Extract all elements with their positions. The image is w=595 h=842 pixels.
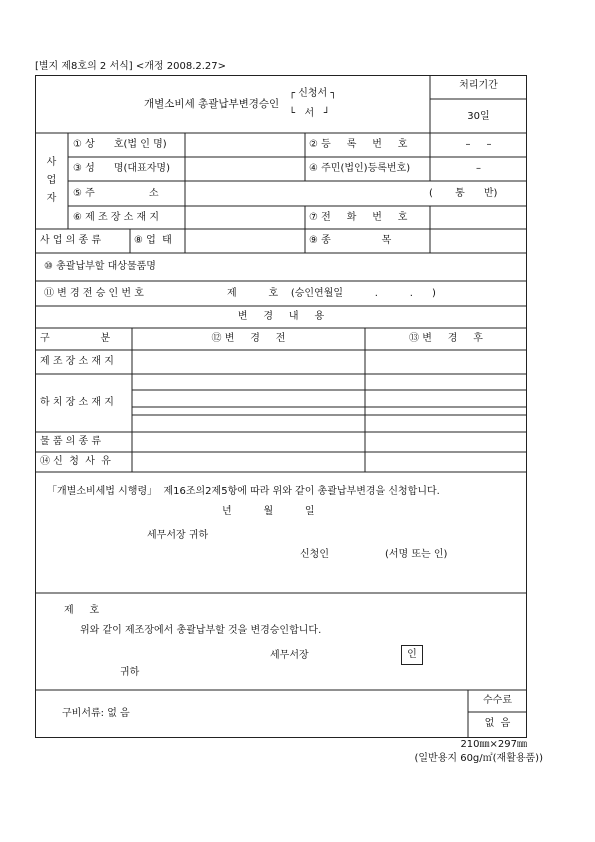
target-goods-label: ⑩ 총괄납부할 대상물품명 — [44, 261, 156, 272]
approval-number: 제 호 — [64, 605, 100, 616]
resident-number-label: ④ 주민(법인)등록번호) — [309, 163, 411, 174]
applicant-section-char-2: 업 — [46, 175, 57, 186]
declaration-date: 년 월 일 — [222, 506, 315, 517]
address-label: ⑤ 주 소 — [73, 188, 159, 199]
signature-or-seal-label: (서명 또는 인) — [385, 549, 448, 560]
declaration-statement: 「개별소비세법 시행령」 제16조의2제5항에 따라 위와 같이 총괄납부변경을 신청합니다. — [47, 486, 440, 497]
registration-number-value: – – — [465, 139, 492, 150]
business-item-label: ⑨ 종 목 — [309, 235, 392, 246]
fee-value: 없 음 — [484, 718, 511, 729]
paper-size-label: 210㎜×297㎜ — [460, 739, 527, 750]
resident-number-value: – — [476, 163, 481, 174]
approval-office: 세무서장 — [270, 650, 309, 661]
prior-approval-number-value: 제 호 (승인연월일 . . ) — [227, 288, 436, 299]
changes-after-header: ⑬ 변 경 후 — [409, 333, 483, 344]
title-option-document: └ 서 ┘ — [289, 108, 330, 119]
paper-spec-label: (일반용지 60g/㎡(재활용품)) — [414, 753, 543, 764]
changes-row-goods-kind: 물 품 의 종 류 — [40, 436, 102, 447]
changes-before-header: ⑫ 변 경 전 — [211, 333, 286, 344]
declaration-addressee: 세무서장 귀하 — [147, 530, 209, 541]
changes-row-factory: 제 조 장 소 재 지 — [40, 356, 114, 367]
official-seal-mark: 인 — [407, 649, 417, 660]
changes-row-reason: ⑭ 신 청 사 유 — [40, 456, 111, 467]
changes-row-storage: 하 치 장 소 재 지 — [40, 397, 114, 408]
approval-statement: 위와 같이 제조장에서 총괄납부할 것을 변경승인합니다. — [80, 625, 322, 636]
form-title: 개별소비세 총괄납부변경승인 — [144, 98, 280, 110]
representative-name-label: ③ 성 명(대표자명) — [73, 163, 170, 174]
form-number-label: [별지 제8호의 2 서식] <개정 2008.2.27> — [35, 61, 227, 72]
business-type-label: ⑧ 업 태 — [134, 235, 172, 246]
title-option-application: ┌ 신청서 ┐ — [289, 88, 337, 99]
prior-approval-number-label: ⑪ 변 경 전 승 인 번 호 — [44, 288, 144, 299]
business-kind-label: 사 업 의 종 류 — [40, 235, 102, 246]
fee-label: 수수료 — [483, 695, 512, 706]
changes-section-title: 변 경 내 용 — [237, 311, 325, 322]
business-name-label: ① 상 호(법 인 명) — [73, 139, 167, 150]
registration-number-label: ② 등 록 번 호 — [309, 139, 408, 150]
processing-period-label: 처리기간 — [459, 80, 498, 91]
approval-recipient: 귀하 — [120, 667, 140, 678]
official-seal-box — [401, 645, 423, 665]
address-unit-label: ( 통 반) — [429, 188, 498, 199]
factory-location-label: ⑥ 제 조 장 소 재 지 — [73, 212, 159, 223]
phone-number-label: ⑦ 전 화 번 호 — [309, 212, 408, 223]
changes-category-header: 구 분 — [40, 333, 111, 344]
applicant-signature-label: 신청인 — [300, 549, 329, 560]
attachments-label: 구비서류: 없 음 — [62, 708, 130, 719]
processing-period-value: 30일 — [467, 111, 490, 122]
applicant-section-char-3: 자 — [46, 193, 57, 204]
applicant-section-char-1: 사 — [46, 157, 57, 168]
